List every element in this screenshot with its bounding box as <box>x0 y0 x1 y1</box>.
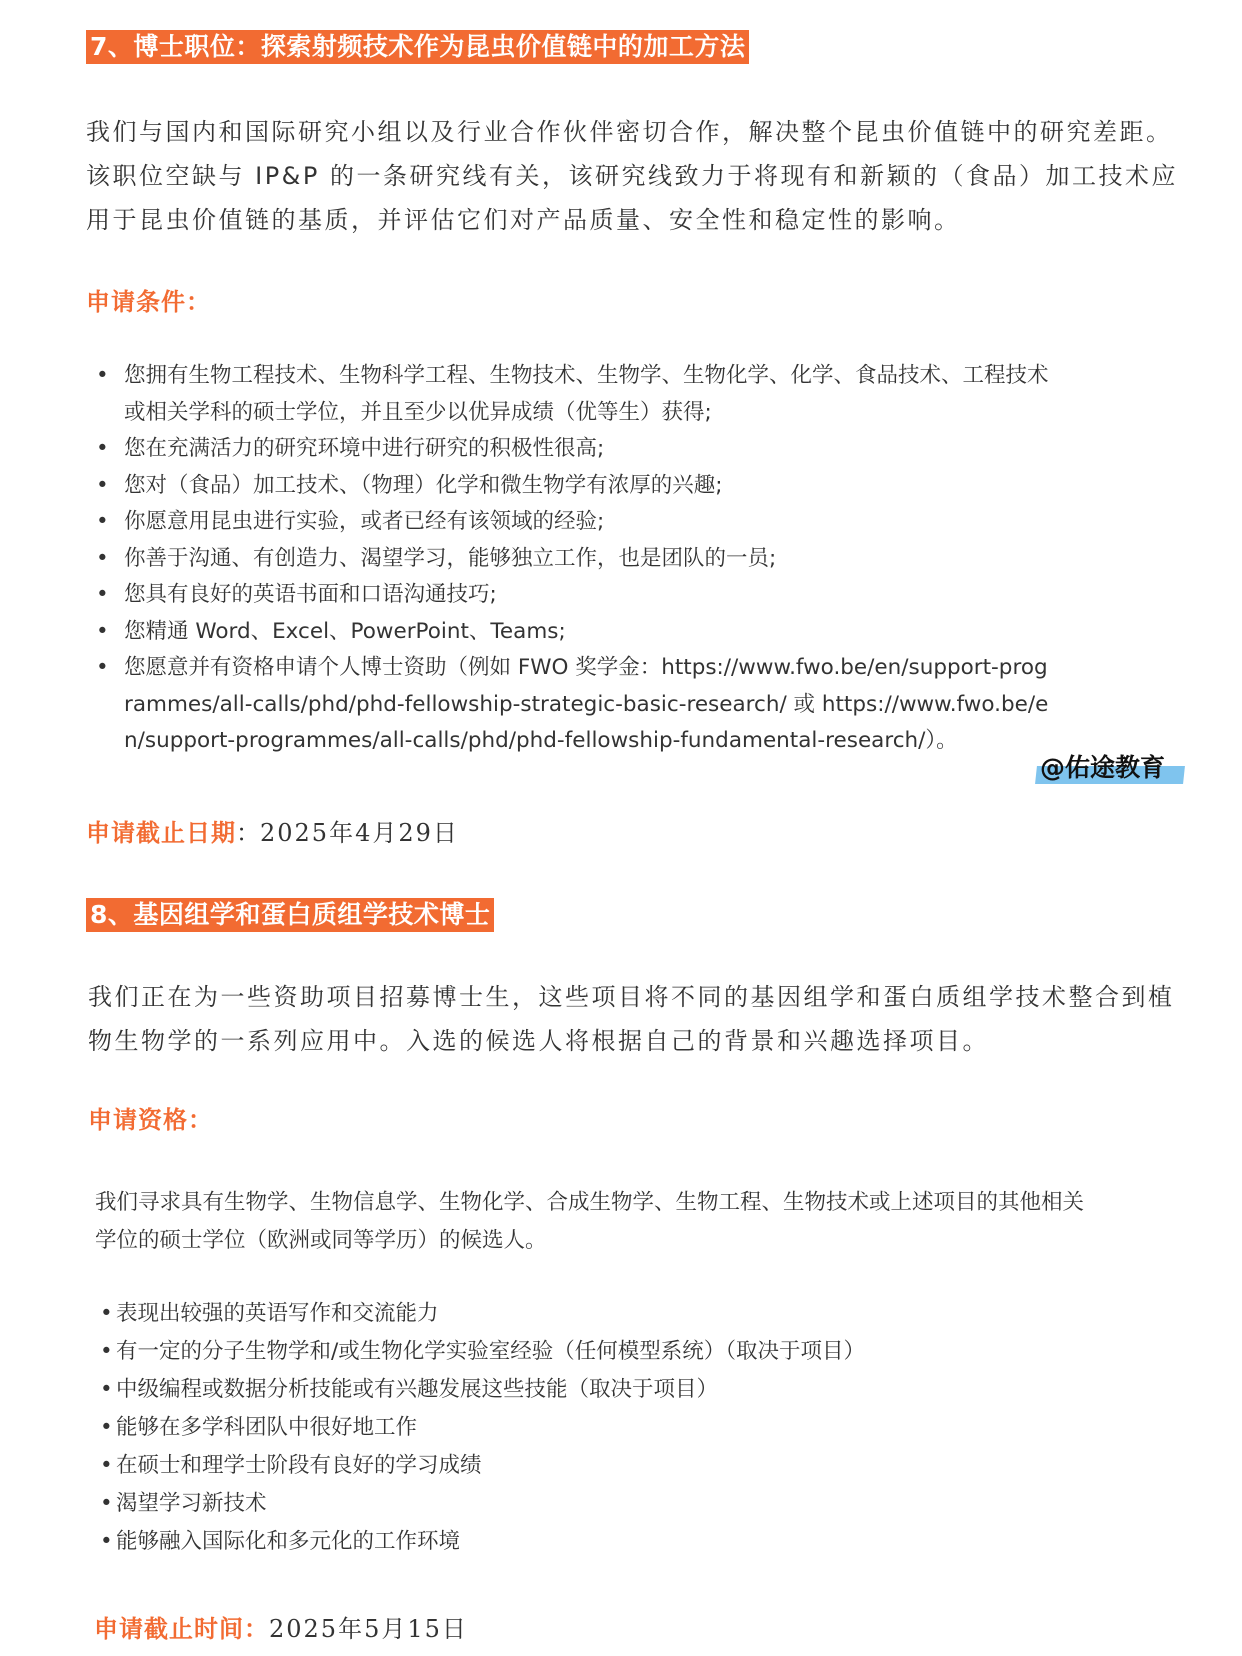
list-item: • 中级编程或数据分析技能或有兴趣发展这些技能（取决于项目） <box>100 1371 1100 1409</box>
bullet-icon: • <box>96 618 109 644</box>
list-item: • 有一定的分子生物学和/或生物化学实验室经验（任何模型系统）（取决于项目） <box>100 1333 1100 1371</box>
list-item: • 您拥有生物工程技术、生物科学工程、生物技术、生物学、生物化学、化学、食品技术、工程技术或相关学科的硕士学位，并且至少以优异成绩（优等生）获得; <box>94 358 1054 431</box>
list-item: • 能够在多学科团队中很好地工作 <box>100 1409 1100 1447</box>
section-8-qualifications-text: 我们寻求具有生物学、生物信息学、生物化学、合成生物学、生物工程、生物技术或上述项目的其他相关学位的硕士学位（欧洲或同等学历）的候选人。 <box>95 1190 1085 1253</box>
bullet-icon: • <box>96 363 109 388</box>
section-8-intro: 我们正在为一些资助项目招募博士生，这些项目将不同的基因组学和蛋白质组学技术整合到植物生物学的一系列应用中。入选的候选人将根据自己的背景和兴趣选择项目。 <box>88 983 1175 1055</box>
list-item: • 您具有良好的英语书面和口语沟通技巧; <box>94 577 1054 614</box>
list-item: • 您在充满活力的研究环境中进行研究的积极性很高; <box>94 431 1054 468</box>
bullet-icon: • <box>96 509 109 534</box>
deadline-label: 申请截止日期 <box>86 819 236 847</box>
section-7-requirements-list <box>94 358 1054 760</box>
list-item: • 表现出较强的英语写作和交流能力 <box>100 1295 1100 1333</box>
section-8-deadline <box>94 1612 468 1646</box>
list-item: • 您愿意并有资格申请个人博士资助（例如 FWO 奖学金：https://www.fwo.be/en/support-programmes/all-calls/phd/phd-fellowship-strategic-basic-research/ 或 https://www.fwo.be/en/support-programmes/all-calls/phd/phd-fellowship-fundamental-research/）。 <box>94 650 1054 760</box>
bullet-icon: • <box>96 436 109 461</box>
list-item: • 渴望学习新技术 <box>100 1485 1100 1523</box>
section-8-qualifications-label: 申请资格： <box>88 1106 213 1134</box>
section-7-requirements-label: 申请条件： <box>86 288 211 316</box>
deadline-date: 2025年5月15日 <box>269 1615 468 1643</box>
bullet-icon: • <box>96 582 109 607</box>
list-item: • 您精通 Word、Excel、PowerPoint、Teams; <box>94 614 1054 651</box>
section-7-heading: 7、博士职位：探索射频技术作为昆虫价值链中的加工方法 <box>86 30 749 64</box>
section-7-deadline <box>86 816 459 850</box>
deadline-separator: ： <box>236 819 260 847</box>
bullet-icon: • <box>100 1415 113 1440</box>
list-item: • 您对（食品）加工技术、（物理）化学和微生物学有浓厚的兴趣; <box>94 468 1054 505</box>
bullet-icon: • <box>100 1301 113 1326</box>
bullet-icon: • <box>96 545 109 571</box>
section-8-qualifications-list <box>100 1295 1100 1561</box>
list-item: • 你愿意用昆虫进行实验，或者已经有该领域的经验; <box>94 504 1054 541</box>
bullet-icon: • <box>100 1339 113 1364</box>
watermark-logo <box>1036 752 1184 786</box>
list-item: • 你善于沟通、有创造力、渴望学习，能够独立工作，也是团队的一员; <box>94 541 1054 578</box>
bullet-icon: • <box>100 1453 113 1478</box>
list-item: • 在硕士和理学士阶段有良好的学习成绩 <box>100 1447 1100 1485</box>
section-7-intro: 我们与国内和国际研究小组以及行业合作伙伴密切合作，解决整个昆虫价值链中的研究差距。该职位空缺与 IP&P 的一条研究线有关，该研究线致力于将现有和新颖的（食品）加工技术应用于昆虫价值链的基质，并评估它们对产品质量、安全性和稳定性的影响。 <box>86 118 1178 234</box>
deadline-label: 申请截止时间： <box>94 1615 269 1643</box>
watermark-text: @佑途教育 <box>1040 753 1166 782</box>
bullet-icon: • <box>100 1529 113 1554</box>
bullet-icon: • <box>96 472 109 498</box>
bullet-icon: • <box>100 1377 113 1402</box>
list-item: • 能够融入国际化和多元化的工作环境 <box>100 1523 1100 1561</box>
section-8-heading: 8、基因组学和蛋白质组学技术博士 <box>86 898 494 932</box>
bullet-icon: • <box>96 655 109 680</box>
deadline-date: 2025年4月29日 <box>260 819 459 847</box>
bullet-icon: • <box>100 1491 113 1516</box>
